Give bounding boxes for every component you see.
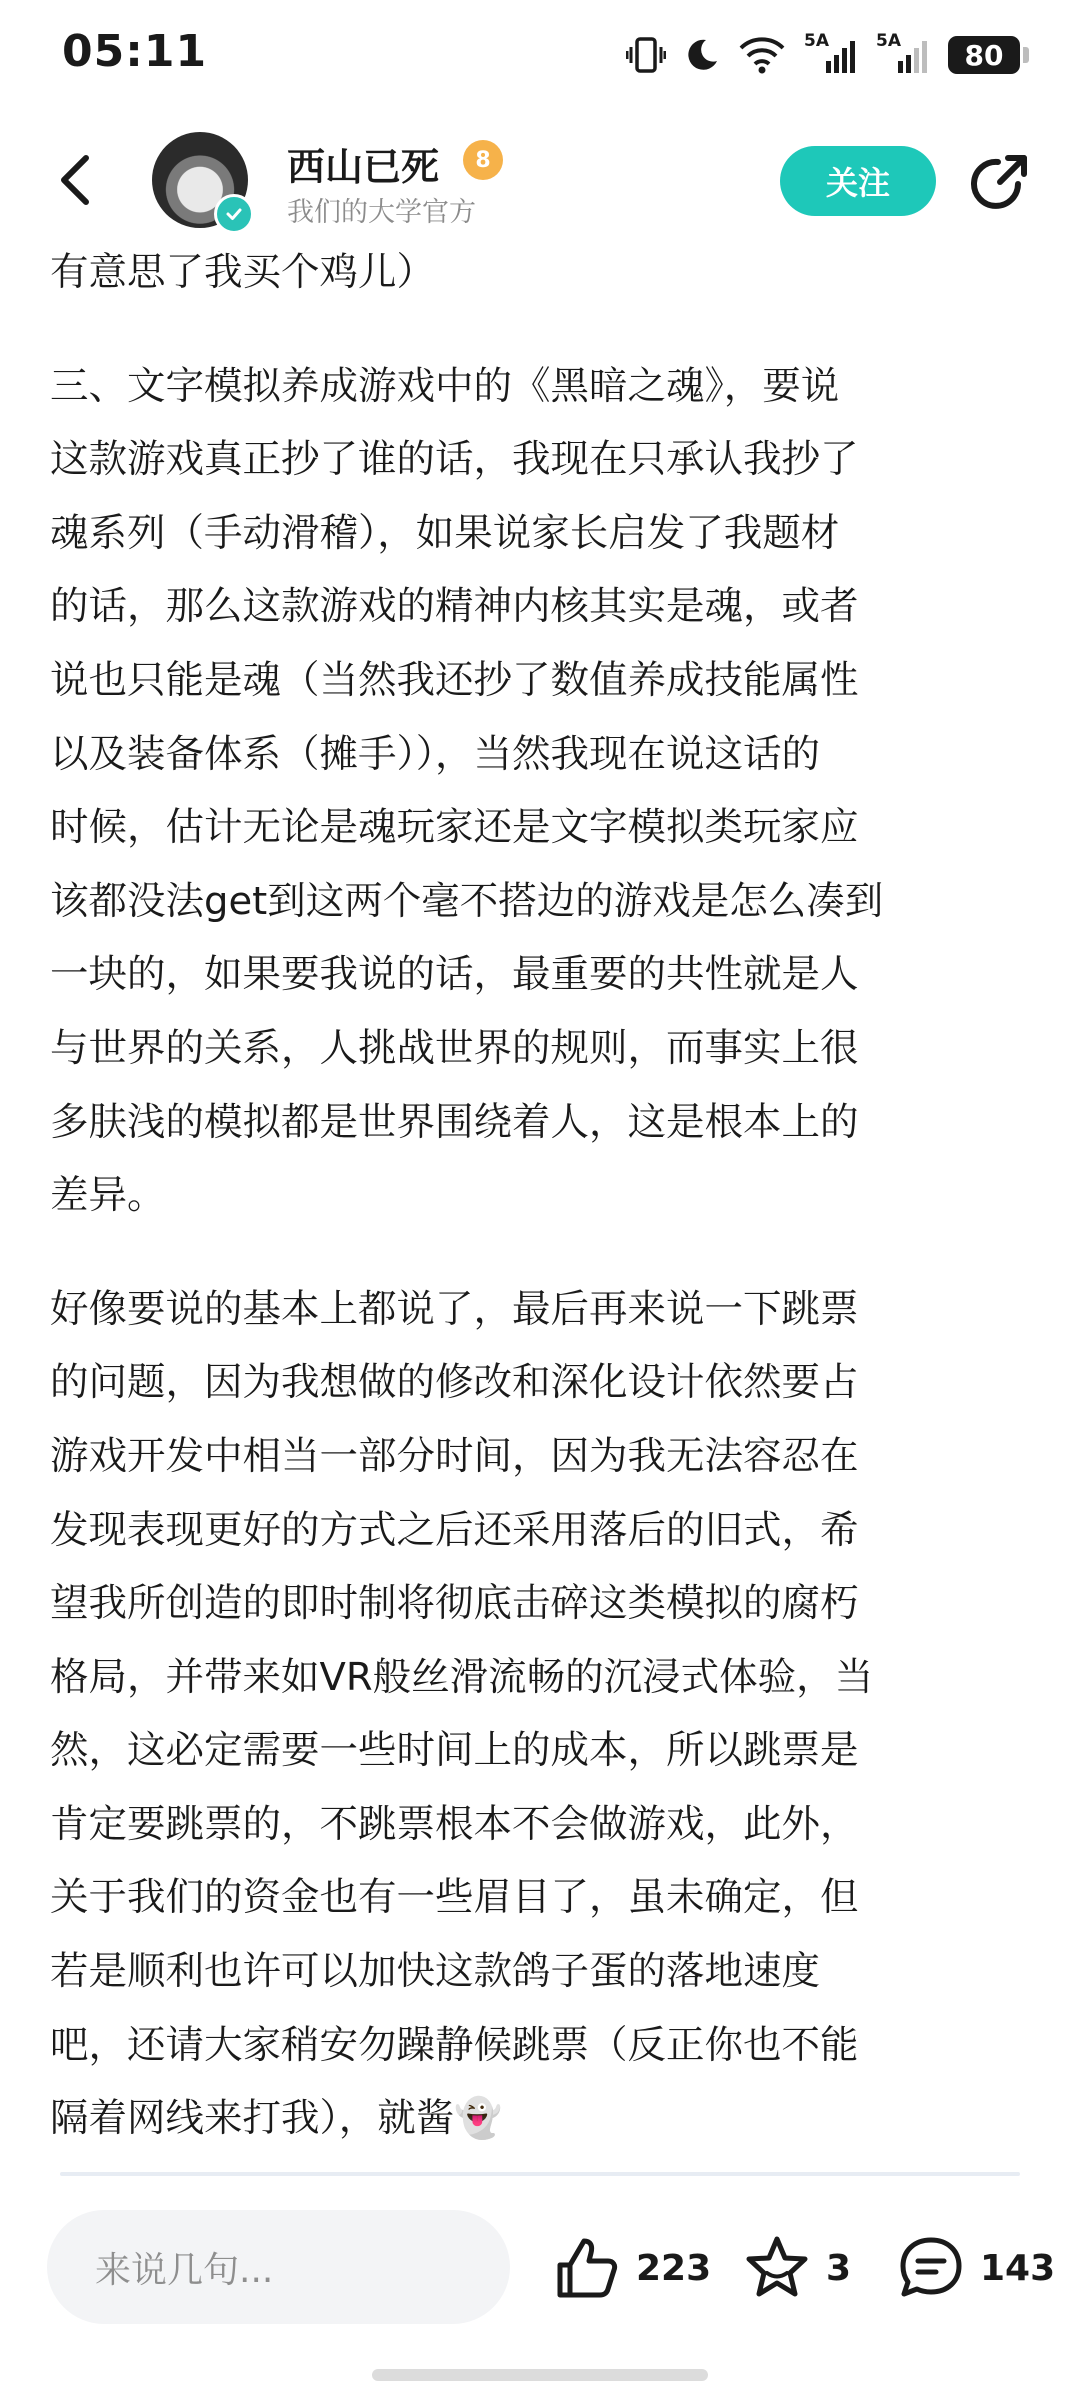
back-button[interactable] — [50, 148, 106, 212]
level-value: 8 — [475, 147, 491, 173]
post-line: 关于我们的资金也有一些眉目了，虽未确定，但 — [50, 1875, 859, 1921]
home-indicator[interactable] — [372, 2369, 708, 2381]
content-divider — [60, 2172, 1020, 2176]
post-line: 游戏开发中相当一部分时间，因为我无法容忍在 — [50, 1433, 859, 1479]
user-subtitle: 我们的大学官方 — [287, 197, 476, 228]
post-line: 时候，估计无论是魂玩家还是文字模拟类玩家应 — [50, 805, 859, 851]
post-line: 差异。 — [50, 1173, 166, 1219]
comment-count: 143 — [980, 2247, 1056, 2289]
post-line: 发现表现更好的方式之后还采用落后的旧式，希 — [50, 1507, 859, 1553]
post-line: 该都没法get到这两个毫不搭边的游戏是怎么凑到 — [50, 878, 884, 924]
network-type-1: 5A — [804, 31, 829, 51]
post-line: 的问题，因为我想做的修改和深化设计依然要占 — [50, 1360, 859, 1406]
user-name[interactable]: 西山已死 — [287, 145, 440, 189]
share-button[interactable] — [968, 150, 1032, 214]
follow-button[interactable]: 关注 — [780, 146, 936, 216]
share-icon — [968, 150, 1032, 214]
comment-icon — [896, 2233, 966, 2303]
post-line: 一块的，如果要我说的话，最重要的共性就是人 — [50, 952, 859, 998]
post-content — [50, 236, 1030, 2156]
back-arrow-icon — [50, 148, 106, 212]
post-header — [0, 110, 1080, 250]
post-line: 以及装备体系（摊手）），当然我现在说这话的 — [50, 731, 821, 777]
post-line: 魂系列（手动滑稽），如果说家长启发了我题材 — [50, 510, 840, 556]
like-icon — [552, 2233, 622, 2303]
status-icons — [626, 30, 1020, 80]
wifi-icon — [738, 35, 786, 75]
status-bar — [0, 0, 1080, 110]
post-line: 说也只能是魂（当然我还抄了数值养成技能属性 — [50, 657, 859, 703]
post-line: 吧，还请大家稍安勿躁静候跳票（反正你也不能 — [50, 2022, 859, 2068]
post-line: 好像要说的基本上都说了，最后再来说一下跳票 — [50, 1286, 859, 1332]
post-line: 三、文字模拟养成游戏中的《黑暗之魂》，要说 — [50, 363, 840, 409]
post-line: 隔着网线来打我），就酱👻 — [50, 2096, 503, 2142]
post-line: 多肤浅的模拟都是世界围绕着人，这是根本上的 — [50, 1099, 859, 1145]
post-line: 的话，那么这款游戏的精神内核其实是魂，或者 — [50, 584, 859, 630]
like-button[interactable] — [552, 2228, 711, 2308]
verified-icon — [214, 194, 254, 234]
post-line: 肯定要跳票的，不跳票根本不会做游戏，此外， — [50, 1801, 859, 1847]
comment-button[interactable] — [896, 2228, 1055, 2308]
network-type-2: 5A — [876, 31, 901, 51]
comment-input[interactable]: 来说几句... — [47, 2210, 510, 2324]
level-badge — [463, 140, 503, 180]
status-time: 05:11 — [62, 26, 208, 77]
post-line: 与世界的关系，人挑战世界的规则，而事实上很 — [50, 1025, 859, 1071]
post-line: 然，这必定需要一些时间上的成本，所以跳票是 — [50, 1728, 859, 1774]
post-line: 若是顺利也许可以加快这款鸽子蛋的落地速度 — [50, 1949, 821, 1995]
vibrate-icon — [626, 35, 666, 75]
like-count: 223 — [636, 2247, 712, 2289]
battery-indicator: 80 — [948, 36, 1020, 74]
signal-icon-2 — [876, 31, 930, 75]
favorite-icon — [742, 2233, 812, 2303]
moon-icon — [684, 37, 720, 73]
favorite-count: 3 — [826, 2247, 852, 2289]
post-line: 这款游戏真正抄了谁的话，我现在只承认我抄了 — [50, 437, 859, 483]
post-line: 望我所创造的即时制将彻底击碎这类模拟的腐朽 — [50, 1581, 859, 1627]
signal-icon — [804, 31, 858, 75]
post-line: 有意思了我买个鸡儿） — [50, 250, 436, 295]
favorite-button[interactable] — [742, 2228, 851, 2308]
post-line: 格局，并带来如VR般丝滑流畅的沉浸式体验，当 — [50, 1654, 874, 1700]
